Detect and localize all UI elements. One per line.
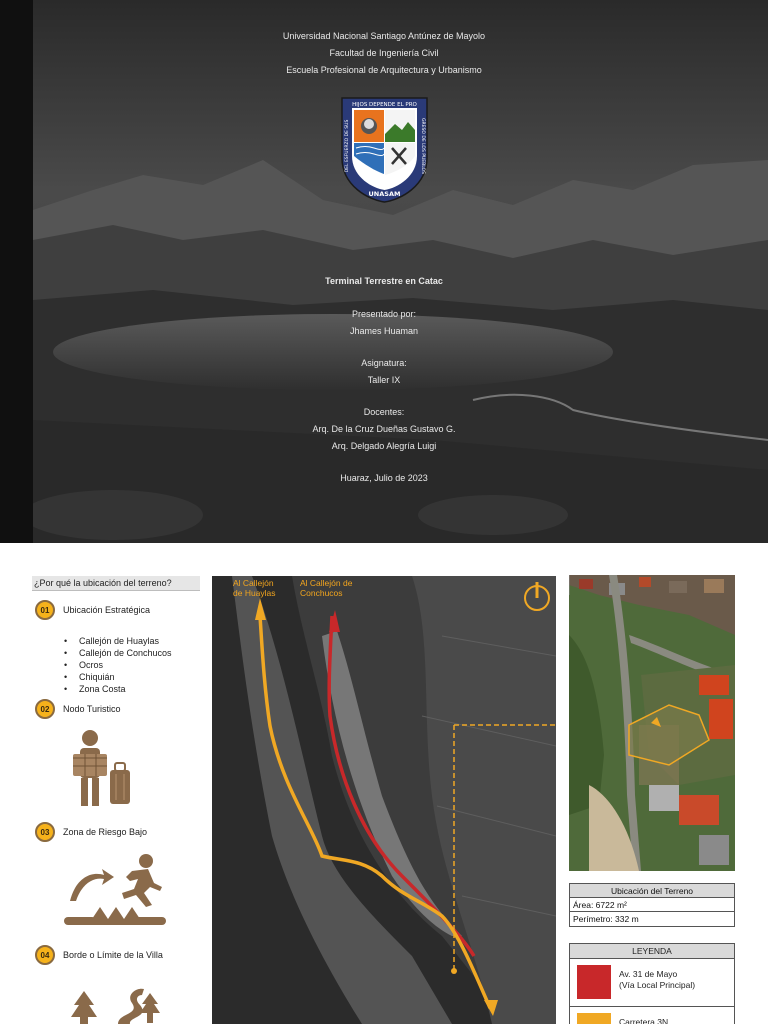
faculty-name: Facultad de Ingeniería Civil <box>329 48 439 58</box>
legend-text <box>619 969 695 991</box>
number-badge: 02 <box>35 699 55 719</box>
subject-name: Taller IX <box>367 375 401 385</box>
legend-swatch-orange <box>577 1013 611 1024</box>
project-title: Terminal Terrestre en Catac <box>325 276 443 286</box>
presenter-block <box>33 306 735 340</box>
site-analysis-page <box>0 543 768 1024</box>
number-badge: 03 <box>35 822 55 842</box>
list-item: • Callejón de Huaylas <box>64 635 172 647</box>
why-location-header: ¿Por qué la ubicación del terreno? <box>32 576 200 591</box>
list-item: • Chiquián <box>64 671 172 683</box>
list-item: • Ocros <box>64 659 172 671</box>
low-risk-icon <box>62 851 168 931</box>
institution-block <box>33 28 735 79</box>
site-info-table <box>569 883 735 927</box>
point-label: Borde o Límite de la Villa <box>63 950 163 960</box>
map-label-line: de Huaylas <box>233 588 276 598</box>
point-label: Ubicación Estratégica <box>63 605 151 615</box>
legend-line: Av. 31 de Mayo <box>619 969 678 979</box>
list-item: • Callejón de Conchucos <box>64 647 172 659</box>
presenter-name: Jhames Huaman <box>349 326 419 336</box>
mountain-landscape-image <box>33 0 768 543</box>
point-03 <box>35 822 147 842</box>
tourist-icon <box>70 728 134 808</box>
village-edge-icon <box>70 983 164 1024</box>
map-label-line: Al Callejón de <box>300 578 353 588</box>
map-label-huaylas <box>233 578 276 598</box>
subject-block <box>33 355 735 389</box>
docente-1: Arq. De la Cruz Dueñas Gustavo G. <box>312 424 456 434</box>
subject-label: Asignatura: <box>361 358 407 368</box>
site-info-header: Ubicación del Terreno <box>570 884 734 898</box>
legend-item-carretera-3n <box>570 1007 734 1024</box>
docentes-block <box>33 404 735 455</box>
cover-left-strip <box>0 0 33 543</box>
docente-2: Arq. Delgado Alegría Luigi <box>331 441 437 451</box>
north-arrow-icon <box>522 582 552 612</box>
crest-top-text: HIJOS DEPENDE EL PRO <box>352 102 417 108</box>
map-legend <box>569 943 735 1024</box>
docentes-label: Docentes: <box>363 407 405 417</box>
site-perimeter: Perímetro: 332 m <box>573 914 639 924</box>
point-label: Nodo Turistico <box>63 704 121 714</box>
map-label-line: Conchucos <box>300 588 343 598</box>
crest-bottom-text: UNASAM <box>368 190 401 198</box>
site-satellite-image <box>569 575 735 871</box>
legend-line: (Vía Local Principal) <box>619 980 696 990</box>
point-01 <box>35 600 150 620</box>
number-badge: 04 <box>35 945 55 965</box>
legend-swatch-red <box>577 965 611 999</box>
presented-label: Presentado por: <box>351 309 417 319</box>
legend-line: Carretera 3N <box>619 1017 669 1024</box>
site-area: Área: 6722 m² <box>570 898 734 912</box>
cover-date: Huaraz, Julio de 2023 <box>340 473 428 483</box>
legend-text <box>619 1017 668 1024</box>
point-04 <box>35 945 163 965</box>
map-label-line: Al Callejón <box>233 578 274 588</box>
crest-right-text: GRESO DE LOS PUEBLOS <box>420 118 425 174</box>
legend-header: LEYENDA <box>570 944 734 959</box>
crest-left-text: DEL ESFUERZO DE SUS <box>345 119 350 173</box>
point-02 <box>35 699 121 719</box>
number-badge: 01 <box>35 600 55 620</box>
school-name: Escuela Profesional de Arquitectura y Urbanismo <box>286 65 482 75</box>
map-label-conchucos <box>300 578 352 598</box>
aerial-route-map <box>212 576 556 1024</box>
point-label: Zona de Riesgo Bajo <box>63 827 148 837</box>
legend-item-av-31-mayo <box>570 959 734 1007</box>
university-name: Universidad Nacional Santiago Antúnez de Mayolo <box>282 31 486 41</box>
destination-list <box>64 635 172 695</box>
unasam-crest-logo <box>340 96 429 204</box>
list-item: • Zona Costa <box>64 683 172 695</box>
